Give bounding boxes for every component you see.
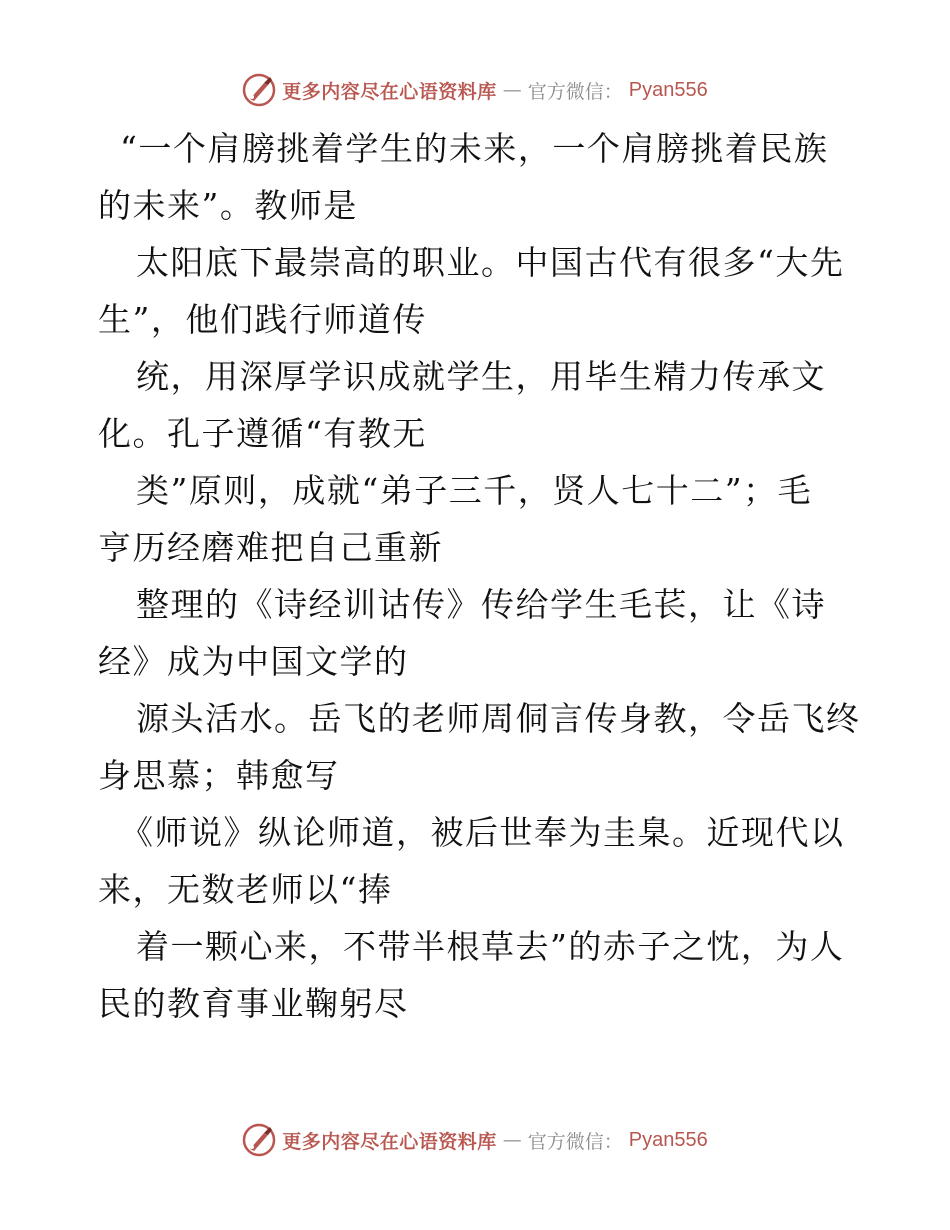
text-line: 经》成为中国文学的 bbox=[98, 642, 409, 681]
text-line: 统，用深厚学识成就学生，用毕生精力传承文 bbox=[136, 357, 826, 396]
text-line: 源头活水。岳飞的老师周侗言传身教，令岳飞终 bbox=[136, 699, 861, 738]
text-line: 化。孔子遵循“有教无 bbox=[98, 414, 427, 453]
banner-separator: — bbox=[502, 79, 522, 101]
text-line: 民的教育事业鞠躬尽 bbox=[98, 984, 409, 1023]
text-line: “一个肩膀挑着学生的未来，一个肩膀挑着民族 bbox=[120, 129, 829, 168]
text-line: 整理的《诗经训诂传》传给学生毛苌，让《诗 bbox=[136, 585, 826, 624]
banner-title: 更多内容尽在心语资料库 bbox=[282, 80, 497, 103]
text-line: 着一颗心来，不带半根草去”的赤子之忱，为人 bbox=[136, 927, 845, 966]
text-line: 类”原则，成就“弟子三千，贤人七十二”；毛 bbox=[136, 471, 813, 510]
text-line: 身思慕；韩愈写 bbox=[98, 756, 340, 795]
footer-banner bbox=[0, 1120, 950, 1160]
banner-title: 更多内容尽在心语资料库 bbox=[282, 1130, 497, 1153]
banner-wechat-label: 官方微信： bbox=[527, 80, 623, 103]
text-line: 《师说》纵论师道，被后世奉为圭臬。近现代以 bbox=[120, 813, 845, 852]
banner-wechat-label: 官方微信： bbox=[527, 1130, 623, 1153]
text-line: 亨历经磨难把自己重新 bbox=[98, 528, 443, 567]
text-line: 来，无数老师以“捧 bbox=[98, 870, 393, 909]
quill-logo-icon bbox=[242, 73, 276, 107]
banner-separator: — bbox=[502, 1129, 522, 1151]
text-line: 太阳底下最崇高的职业。中国古代有很多“大先 bbox=[136, 243, 845, 282]
quill-logo-icon bbox=[242, 1123, 276, 1157]
text-line: 的未来”。教师是 bbox=[98, 186, 358, 225]
banner-wechat-id: Pyan556 bbox=[628, 78, 708, 101]
header-banner bbox=[0, 70, 950, 110]
banner-wechat-id: Pyan556 bbox=[628, 1128, 708, 1151]
document-body bbox=[98, 120, 868, 1032]
text-line: 生”，他们践行师道传 bbox=[98, 300, 427, 339]
